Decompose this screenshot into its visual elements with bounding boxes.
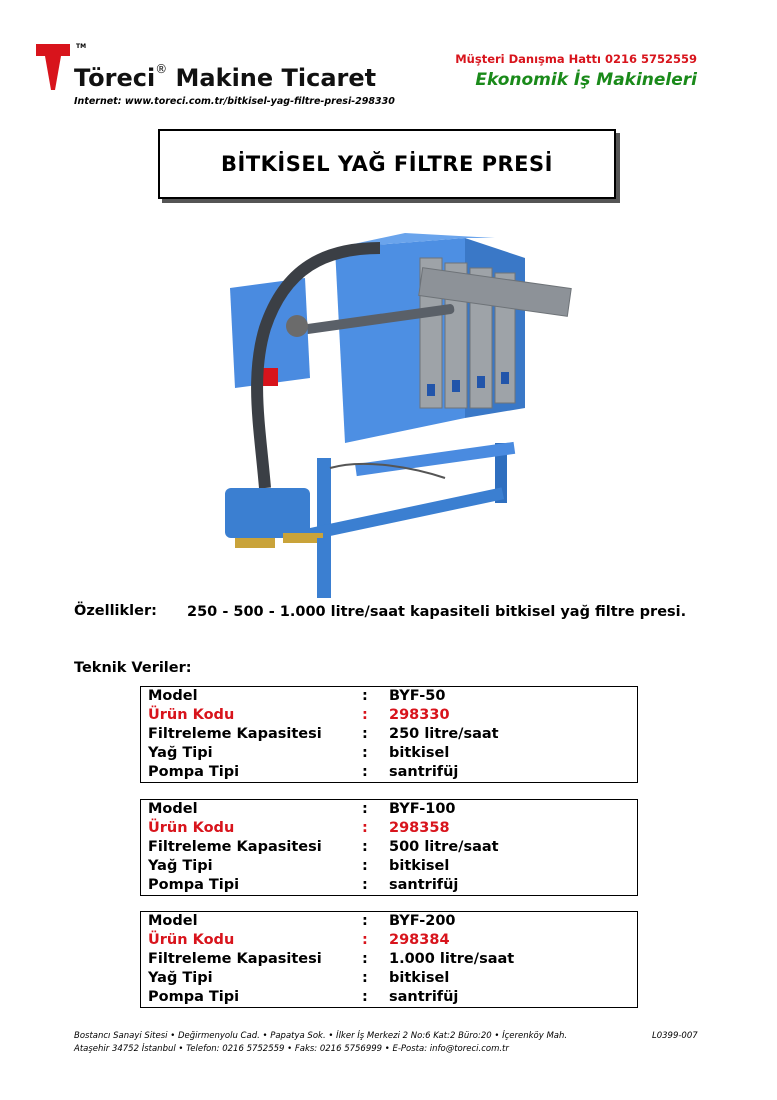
registered-mark: ® [155, 62, 168, 76]
spec-value: 298330 [389, 707, 450, 723]
spec-row [141, 912, 637, 931]
spec-row [141, 931, 637, 950]
document-code: L0399-007 [652, 1031, 698, 1041]
spec-row [141, 725, 637, 744]
footer-address-line: Bostancı Sanayi Sitesi • Değirmenyolu Cad. • Papatya Sok. • İlker İş Merkezi 2 No:6 Kat:2 Büro:20 • İçerenköy Mah. [74, 1031, 568, 1041]
spec-separator: : [362, 745, 368, 761]
spec-separator: : [362, 726, 368, 742]
brand-name [74, 64, 376, 92]
toreci-logo-icon [36, 44, 70, 90]
spec-label: Pompa Tipi [148, 764, 240, 780]
spec-row [141, 706, 637, 725]
spec-separator: : [362, 820, 368, 836]
spec-value: bitkisel [389, 970, 450, 986]
brand-name-rest: Makine Ticaret [167, 64, 377, 92]
spec-value: santrifüj [389, 764, 459, 780]
spec-separator: : [362, 764, 368, 780]
technical-data-label: Teknik Veriler: [74, 660, 192, 676]
spec-separator: : [362, 858, 368, 874]
spec-value: 500 litre/saat [389, 839, 499, 855]
spec-label: Ürün Kodu [148, 820, 235, 836]
spec-row [141, 969, 637, 988]
spec-value: santrifüj [389, 989, 459, 1005]
spec-row [141, 744, 637, 763]
spec-row [141, 857, 637, 876]
features-text: 250 - 500 - 1.000 litre/saat kapasiteli bitkisel yağ filtre presi. [187, 604, 687, 620]
features-label: Özellikler: [74, 603, 157, 619]
spec-value: santrifüj [389, 877, 459, 893]
spec-label: Model [148, 913, 198, 929]
spec-label: Filtreleme Kapasitesi [148, 839, 322, 855]
spec-value: BYF-200 [389, 913, 456, 929]
trademark-label: TM [76, 43, 87, 50]
spec-separator: : [362, 951, 368, 967]
spec-separator: : [362, 877, 368, 893]
spec-row [141, 950, 637, 969]
spec-label: Ürün Kodu [148, 707, 235, 723]
spec-label: Model [148, 688, 198, 704]
page-title-box [158, 129, 616, 199]
spec-separator: : [362, 913, 368, 929]
spec-label: Yağ Tipi [148, 858, 213, 874]
spec-label: Filtreleme Kapasitesi [148, 951, 322, 967]
spec-separator: : [362, 801, 368, 817]
spec-separator: : [362, 989, 368, 1005]
spec-separator: : [362, 839, 368, 855]
spec-label: Pompa Tipi [148, 989, 240, 1005]
spec-separator: : [362, 932, 368, 948]
spec-row [141, 838, 637, 857]
spec-row [141, 800, 637, 819]
spec-label: Model [148, 801, 198, 817]
spec-value: bitkisel [389, 745, 450, 761]
spec-label: Yağ Tipi [148, 745, 213, 761]
spec-separator: : [362, 688, 368, 704]
spec-value: 298358 [389, 820, 450, 836]
spec-label: Yağ Tipi [148, 970, 213, 986]
spec-separator: : [362, 970, 368, 986]
footer-contact-line: Ataşehir 34752 İstanbul • Telefon: 0216 5752559 • Faks: 0216 5756999 • E-Posta: info@toreci.com.tr [74, 1044, 509, 1054]
website-link[interactable]: Internet: www.toreci.com.tr/bitkisel-yag-filtre-presi-298330 [74, 96, 395, 107]
spec-table-byf-50 [140, 686, 638, 783]
spec-row [141, 687, 637, 706]
spec-value: bitkisel [389, 858, 450, 874]
spec-separator: : [362, 707, 368, 723]
spec-table-byf-100 [140, 799, 638, 896]
spec-value: 298384 [389, 932, 450, 948]
spec-row [141, 819, 637, 838]
spec-label: Ürün Kodu [148, 932, 235, 948]
spec-row [141, 988, 637, 1007]
filter-press-machine-image [205, 208, 585, 598]
page-title: BİTKİSEL YAĞ FİLTRE PRESİ [221, 152, 553, 176]
brand-name-main: Töreci [74, 64, 156, 92]
spec-value: BYF-100 [389, 801, 456, 817]
spec-value: 1.000 litre/saat [389, 951, 515, 967]
spec-row [141, 876, 637, 895]
company-slogan: Ekonomik İş Makineleri [475, 70, 697, 90]
spec-value: BYF-50 [389, 688, 446, 704]
spec-row [141, 763, 637, 782]
spec-label: Filtreleme Kapasitesi [148, 726, 322, 742]
customer-hotline: Müşteri Danışma Hattı 0216 5752559 [455, 52, 697, 66]
spec-table-byf-200 [140, 911, 638, 1008]
spec-value: 250 litre/saat [389, 726, 499, 742]
spec-label: Pompa Tipi [148, 877, 240, 893]
